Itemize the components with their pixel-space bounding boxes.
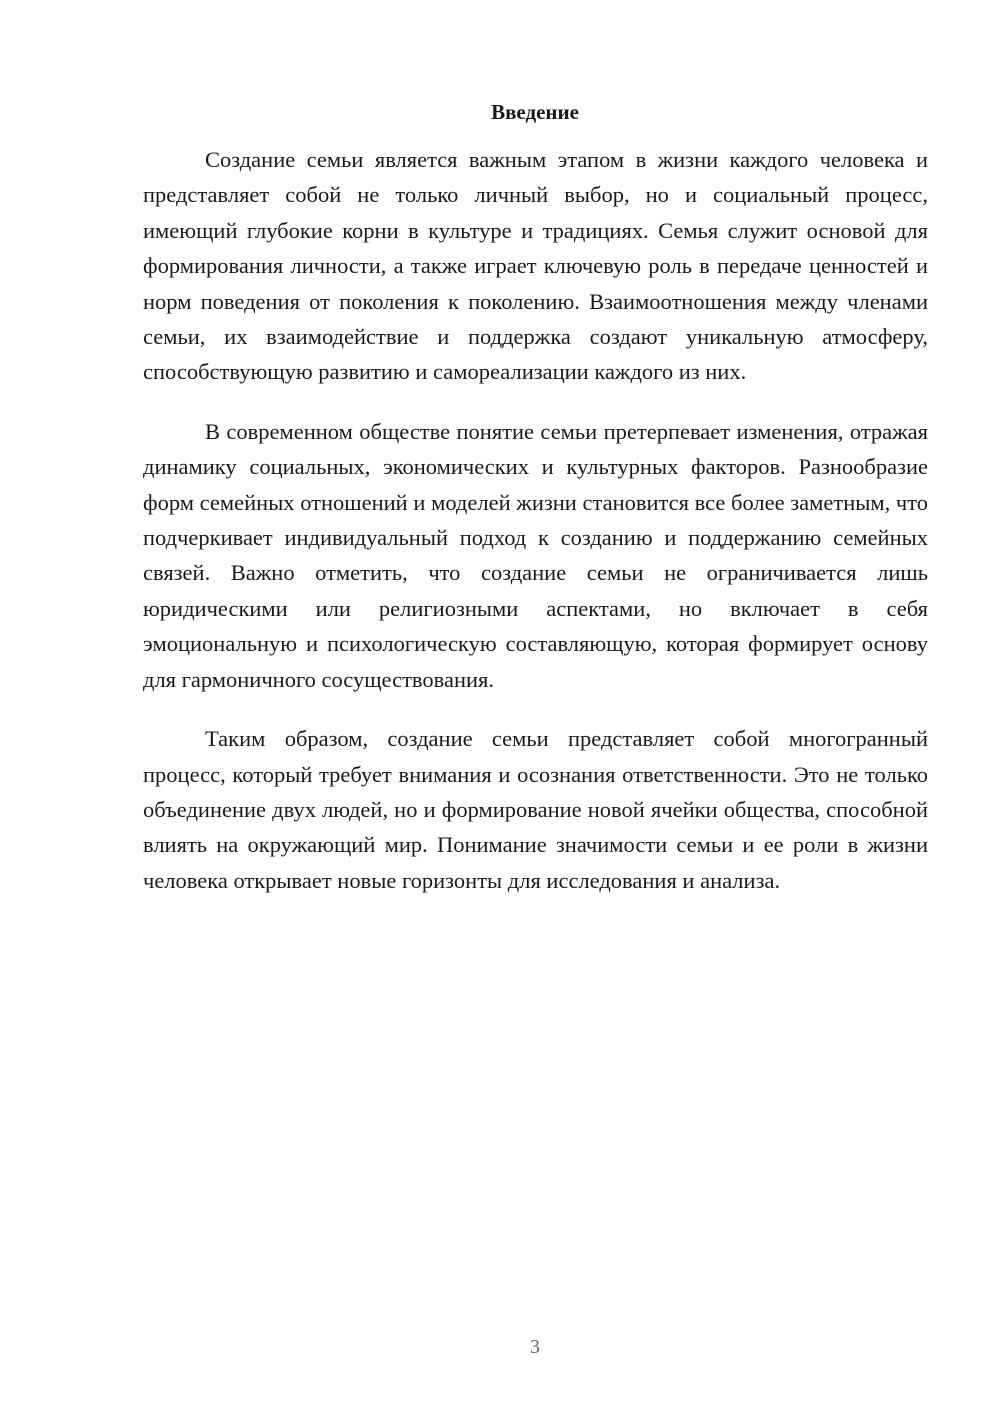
paragraph-2: В современном обществе понятие семьи претерпевает изменения, отражая динамику социальных, экономических и культурных факторов. Разнообразие форм семейных отношений и моделей жизни становится все более заметным, что подчеркивает индивидуальный подход к созданию и поддержанию семейных связей. Важно отметить, что создание семьи не ограничивается лишь юридическими или религиозными аспектами, но включает в себя эмоциональную и психологическую составляющую, которая формирует основу для гармоничного сосуществования. (143, 418, 928, 692)
paragraph-1: Создание семьи является важным этапом в жизни каждого человека и представляет собой не только личный выбор, но и социальный процесс, имеющий глубокие корни в культуре и традициях. Семья служит основой для формирования личности, а также играет ключевую роль в передаче ценностей и норм поведения от поколения к поколению. Взаимоотношения между членами семьи, их взаимодействие и поддержка создают уникальную атмосферу, способствующую развитию и самореализации каждого из них. (143, 147, 928, 385)
paragraph-3: Таким образом, создание семьи представляет собой многогранный процесс, который требует внимания и осознания ответственности. Это не только объединение двух людей, но и формирование новой ячейки общества, способной влиять на окружающий мир. Понимание значимости семьи и ее роли в жизни человека открывает новые горизонты для исследования и анализа. (143, 726, 928, 893)
page-number: 3 (530, 1336, 540, 1358)
document-body (143, 142, 928, 922)
section-title: Введение (491, 100, 579, 124)
